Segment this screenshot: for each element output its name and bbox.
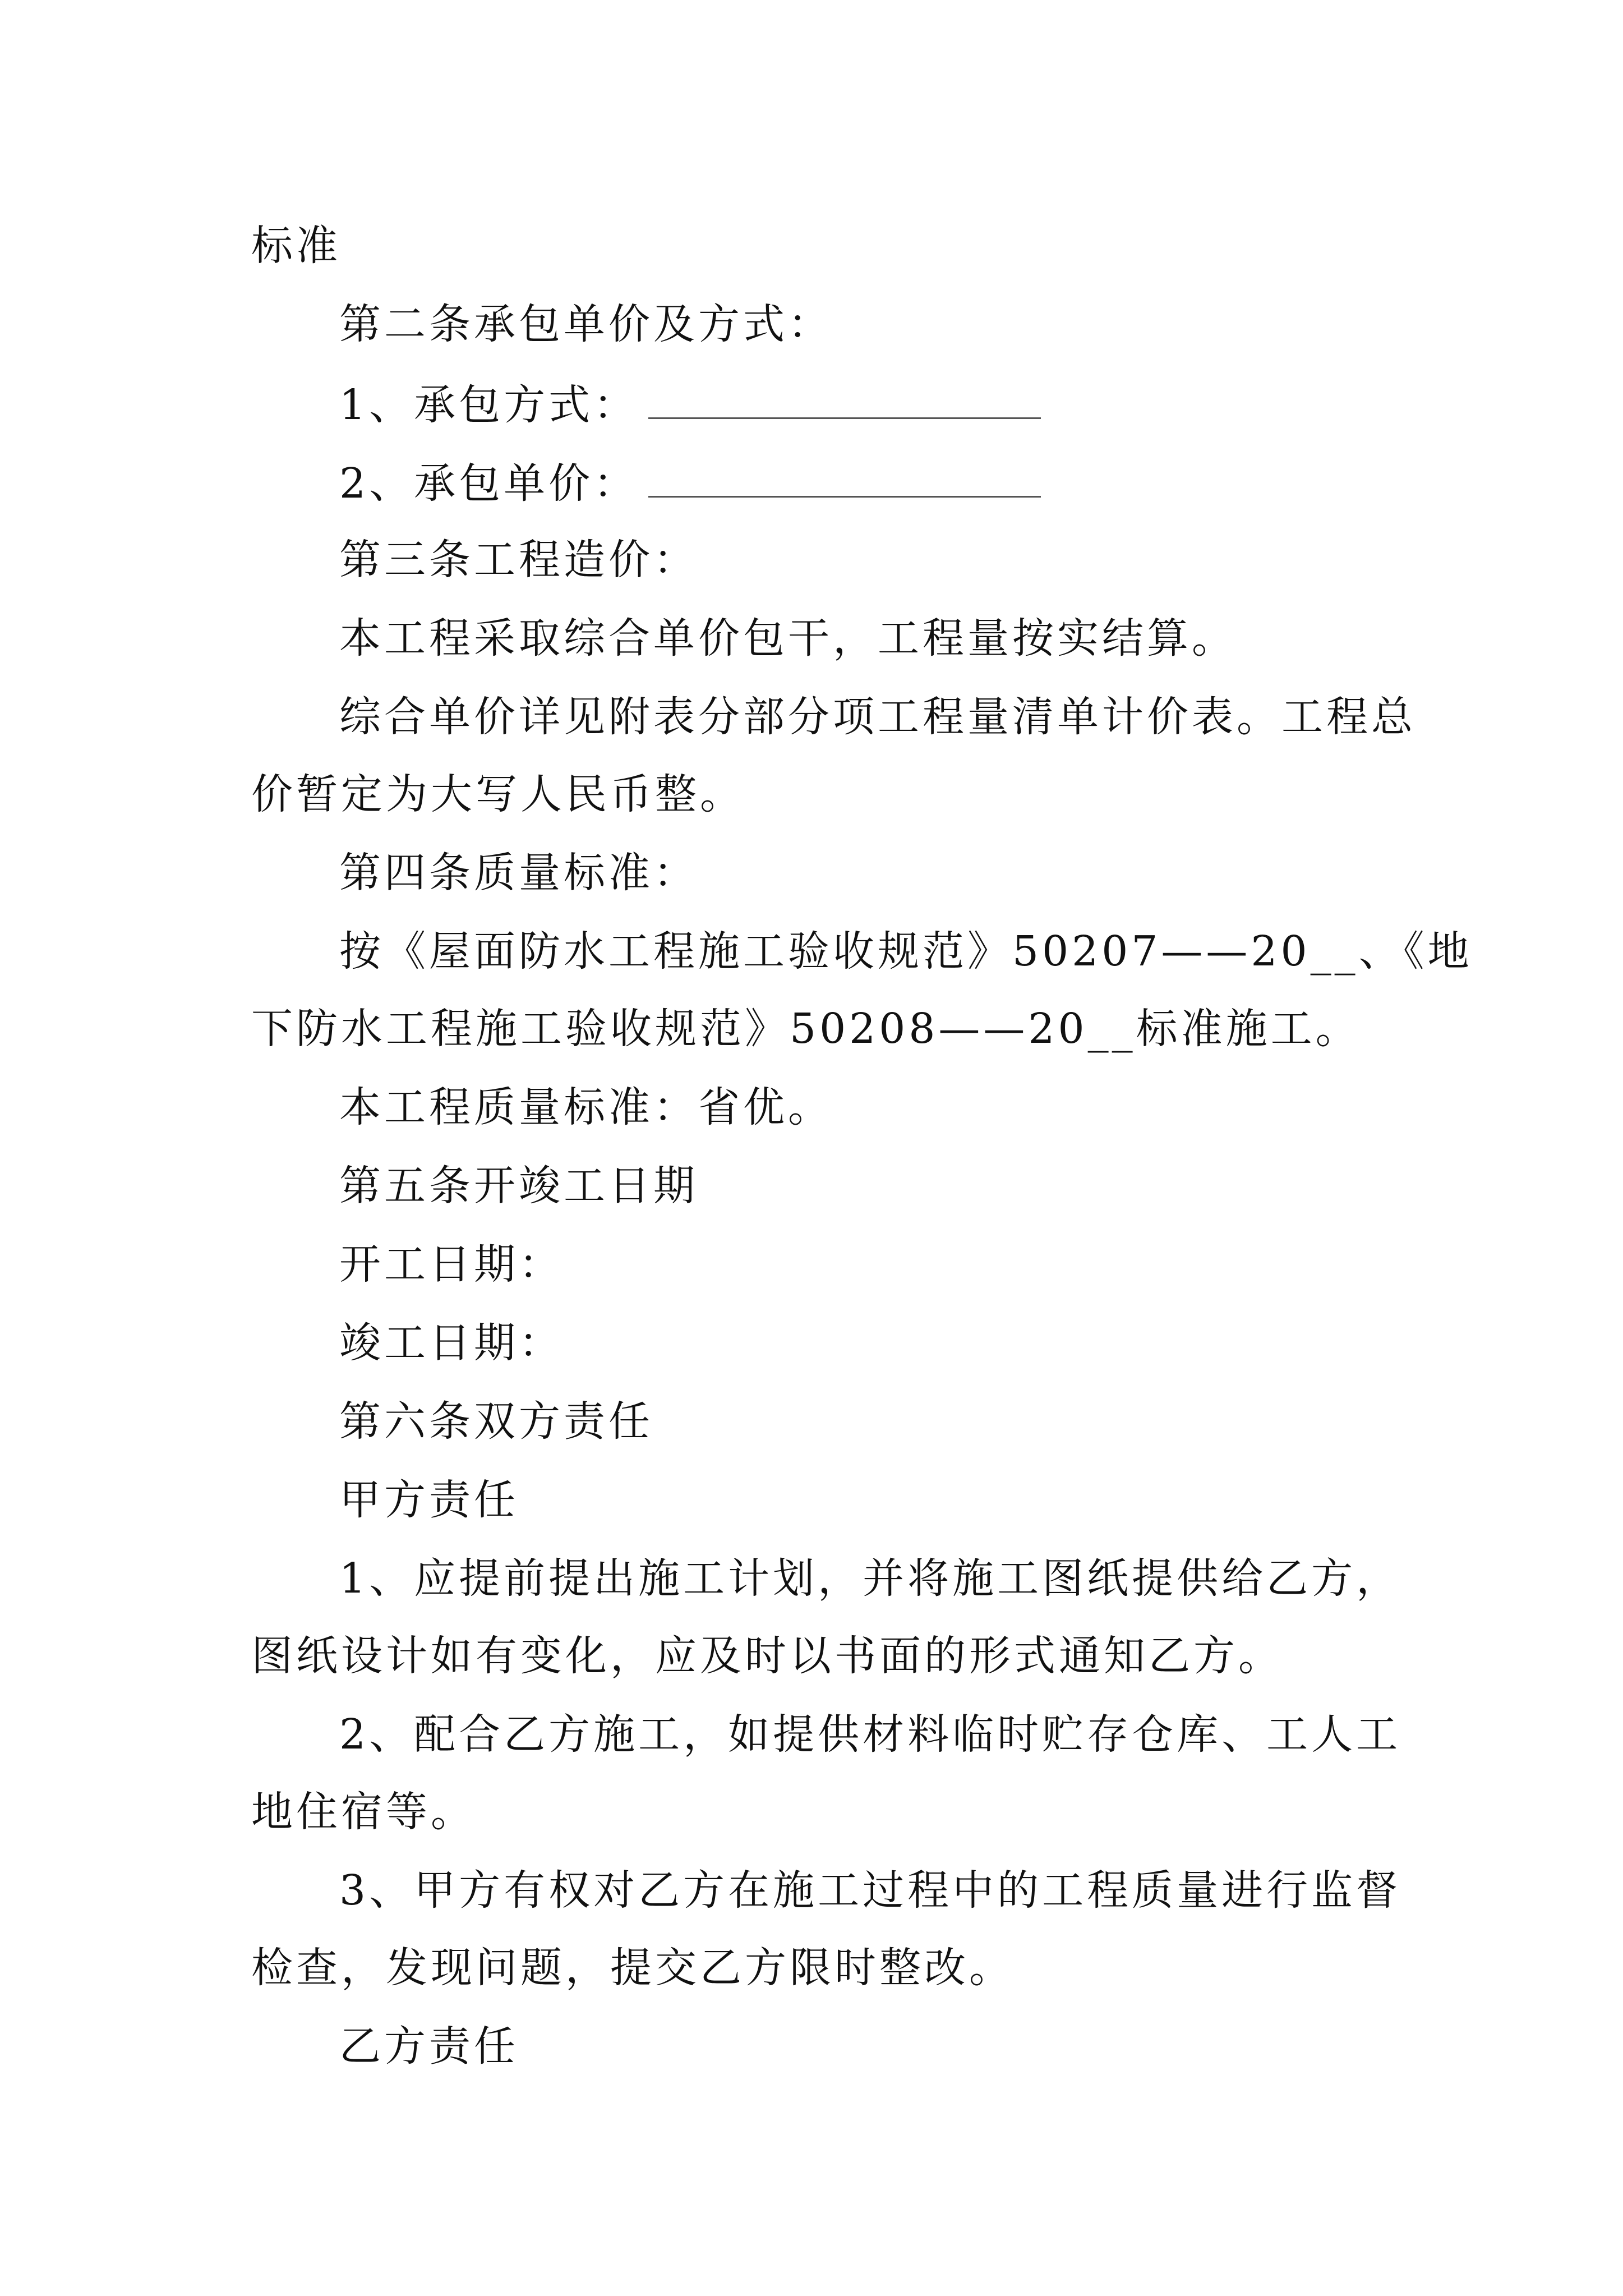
text-line: 价暂定为大写人民币整。 xyxy=(251,770,745,818)
text-line: 图纸设计如有变化，应及时以书面的形式通知乙方。 xyxy=(251,1632,1283,1680)
text-line: 3、甲方有权对乙方在施工过程中的工程质量进行监督 xyxy=(339,1866,1401,1915)
text-line: 地住宿等。 xyxy=(251,1788,476,1836)
party-b-heading: 乙方责任 xyxy=(339,2022,519,2070)
text-line: 检查，发现问题，提交乙方限时整改。 xyxy=(251,1944,1014,1992)
unit-price-blank xyxy=(648,454,1041,498)
text-line: 开工日期： xyxy=(339,1240,564,1289)
contract-method-blank xyxy=(648,376,1041,419)
article-2-heading: 第二条承包单价及方式： xyxy=(339,300,833,348)
text-line: 竣工日期： xyxy=(339,1319,564,1367)
article-3-heading: 第三条工程造价： xyxy=(339,536,698,584)
article-5-heading: 第五条开竣工日期 xyxy=(339,1162,698,1210)
article-4-heading: 第四条质量标准： xyxy=(339,849,698,897)
text-line: 本工程采取综合单价包干，工程量按实结算。 xyxy=(339,614,1237,662)
text-line: 2、配合乙方施工，如提供材料临时贮存仓库、工人工 xyxy=(339,1710,1401,1759)
party-a-heading: 甲方责任 xyxy=(339,1476,519,1524)
unit-price-line xyxy=(339,454,1041,510)
text-line: 按《屋面防水工程施工验收规范》50207——20__、《地 xyxy=(339,927,1473,976)
text-line: 综合单价详见附表分部分项工程量清单计价表。工程总 xyxy=(339,693,1416,741)
article-6-heading: 第六条双方责任 xyxy=(339,1397,653,1446)
contract-method-line xyxy=(339,376,1041,432)
text-line: 下防水工程施工验收规范》50208——20__标准施工。 xyxy=(251,1005,1361,1053)
text-line: 1、应提前提出施工计划，并将施工图纸提供给乙方， xyxy=(339,1554,1401,1603)
text-line: 标准 xyxy=(251,222,341,270)
text-line: 本工程质量标准：省优。 xyxy=(339,1083,833,1131)
unit-price-label: 2、承包单价： xyxy=(339,459,639,508)
contract-method-label: 1、承包方式： xyxy=(339,381,639,429)
